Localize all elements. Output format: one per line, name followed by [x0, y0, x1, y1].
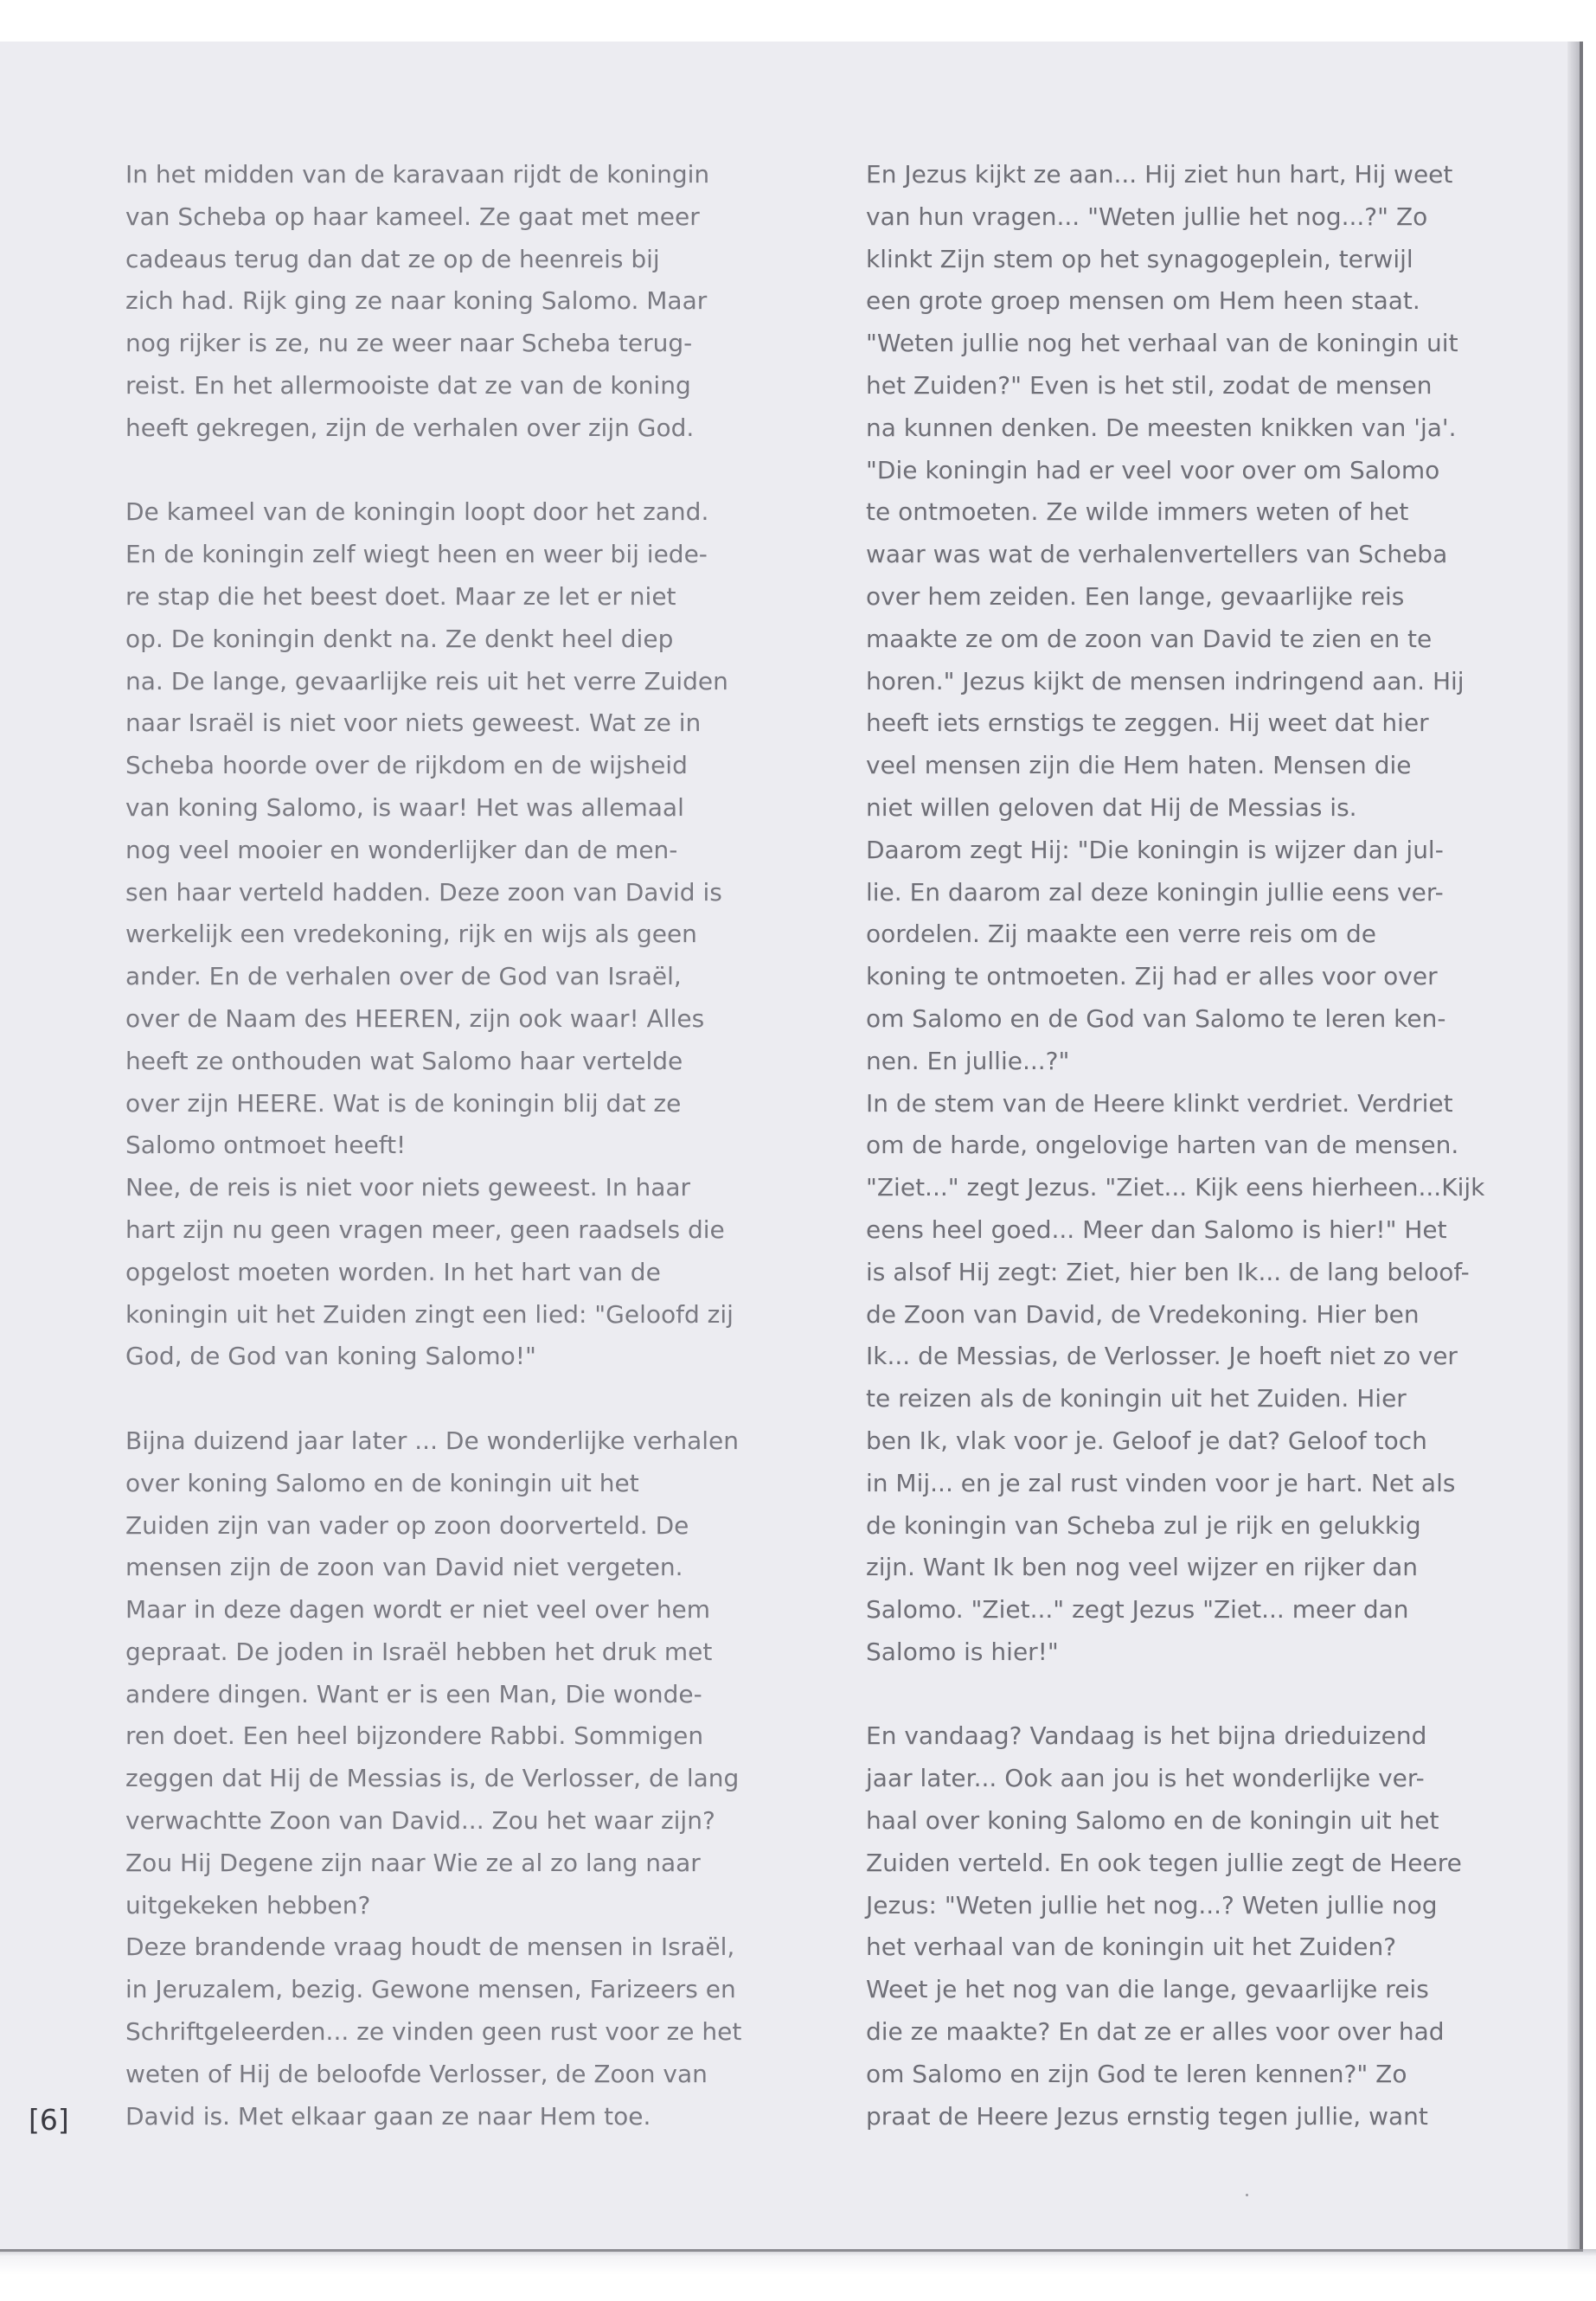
text-line: van hun vragen... "Weten jullie het nog...?" Zo — [866, 202, 1428, 231]
page-number: [6] — [29, 2103, 69, 2137]
paragraph — [125, 491, 748, 1167]
right-column — [866, 154, 1493, 2138]
text-line: na kunnen denken. De meesten knikken van 'ja'. — [866, 413, 1457, 442]
text-line: om Salomo en zijn God te leren kennen?" Zo — [866, 2059, 1407, 2088]
text-line: Ik... de Messias, de Verlosser. Je hoeft niet zo ver — [866, 1342, 1458, 1371]
paragraph — [125, 1926, 748, 2138]
text-line: maakte ze om de zoon van David te zien en te — [866, 624, 1433, 653]
text-line: Zou Hij Degene zijn naar Wie ze al zo lang naar — [125, 1848, 701, 1877]
text-line: te ontmoeten. Ze wilde immers weten of het — [866, 497, 1409, 527]
text-line: naar Israël is niet voor niets geweest. Wat ze in — [125, 708, 702, 738]
text-line: die ze maakte? En dat ze er alles voor over had — [866, 2017, 1445, 2047]
paragraph — [866, 1083, 1493, 1674]
text-line: heeft gekregen, zijn de verhalen over zijn God. — [125, 413, 695, 442]
text-line: Bijna duizend jaar later ... De wonderlijke verhalen — [125, 1426, 740, 1455]
text-line: van Scheba op haar kameel. Ze gaat met meer — [125, 202, 700, 231]
text-line: de koningin van Scheba zul je rijk en gelukkig — [866, 1510, 1421, 1540]
text-line: werkelijk een vredekoning, rijk en wijs als geen — [125, 920, 697, 949]
text-line: om de harde, ongelovige harten van de mensen. — [866, 1131, 1459, 1160]
text-line: over zijn HEERE. Wat is de koningin blij dat ze — [125, 1088, 682, 1118]
text-line: koningin uit het Zuiden zingt een lied: "Geloofd zij — [125, 1299, 734, 1329]
text-line: Schriftgeleerden... ze vinden geen rust voor ze het — [125, 2017, 742, 2047]
text-line: klinkt Zijn stem op het synagogeplein, terwijl — [866, 244, 1413, 273]
text-line: om Salomo en de God van Salomo te leren ken- — [866, 1003, 1446, 1033]
text-line: de Zoon van David, de Vredekoning. Hier ben — [866, 1299, 1420, 1329]
text-line: heeft ze onthouden wat Salomo haar vertelde — [125, 1046, 683, 1075]
text-line: een grote groep mensen om Hem heen staat. — [866, 286, 1420, 316]
text-line: over hem zeiden. Een lange, gevaarlijke reis — [866, 581, 1405, 611]
text-line: En vandaag? Vandaag is het bijna drieduizend — [866, 1721, 1427, 1751]
text-line: Weet je het nog van die lange, gevaarlijke reis — [866, 1975, 1429, 2004]
text-line: koning te ontmoeten. Zij had er alles voor over — [866, 962, 1438, 991]
paragraph — [866, 154, 1493, 1083]
text-line: over koning Salomo en de koningin uit het — [125, 1468, 639, 1497]
text-line: Zuiden verteld. En ook tegen jullie zegt de Heere — [866, 1848, 1462, 1877]
text-line: ben Ik, vlak voor je. Geloof je dat? Geloof toch — [866, 1426, 1427, 1455]
text-line: het verhaal van de koningin uit het Zuiden? — [866, 1932, 1397, 1962]
text-line: gepraat. De joden in Israël hebben het druk met — [125, 1637, 713, 1666]
text-line: lie. En daarom zal deze koningin jullie eens ver- — [866, 877, 1444, 907]
text-line: andere dingen. Want er is een Man, Die wonde- — [125, 1679, 702, 1708]
paragraph — [125, 1167, 748, 1378]
text-line: nog rijker is ze, nu ze weer naar Scheba terug- — [125, 329, 693, 358]
text-line: De kameel van de koningin loopt door het zand. — [125, 497, 709, 527]
text-line: Salomo ontmoet heeft! — [125, 1131, 407, 1160]
text-line: haal over koning Salomo en de koningin uit het — [866, 1806, 1439, 1836]
text-line: In de stem van de Heere klinkt verdriet. Verdriet — [866, 1088, 1453, 1118]
text-line: Deze brandende vraag houdt de mensen in Israël, — [125, 1932, 735, 1962]
text-line: mensen zijn de zoon van David niet vergeten. — [125, 1553, 683, 1582]
text-line: Jezus: "Weten jullie het nog...? Weten jullie nog — [866, 1890, 1438, 1920]
text-line: nog veel mooier en wonderlijker dan de men- — [125, 835, 678, 864]
text-line: "Ziet..." zegt Jezus. "Ziet... Kijk eens hierheen...Kijk — [866, 1173, 1485, 1202]
text-line: Salomo is hier!" — [866, 1637, 1059, 1666]
text-line: Nee, de reis is niet voor niets geweest. In haar — [125, 1173, 691, 1202]
scan-background-top — [0, 0, 1596, 42]
text-line: weten of Hij de beloofde Verlosser, de Zoon van — [125, 2059, 708, 2088]
text-line: uitgekeken hebben? — [125, 1890, 371, 1920]
text-line: David is. Met elkaar gaan ze naar Hem toe. — [125, 2101, 651, 2131]
text-line: eens heel goed... Meer dan Salomo is hier!" Het — [866, 1215, 1447, 1244]
text-line: re stap die het beest doet. Maar ze let er niet — [125, 581, 676, 611]
text-line: nen. En jullie...?" — [866, 1046, 1070, 1075]
text-line: Scheba hoorde over de rijkdom en de wijsheid — [125, 751, 688, 780]
text-line: zeggen dat Hij de Messias is, de Verlosser, de lang — [125, 1764, 740, 1793]
text-line: te reizen als de koningin uit het Zuiden. Hier — [866, 1384, 1407, 1413]
text-line: sen haar verteld hadden. Deze zoon van David is — [125, 877, 722, 907]
scan-speck — [1246, 2194, 1248, 2196]
text-line: ren doet. Een heel bijzondere Rabbi. Sommigen — [125, 1721, 704, 1751]
page-edge-line — [1580, 42, 1583, 2252]
text-line: in Jeruzalem, bezig. Gewone mensen, Farizeers en — [125, 1975, 736, 2004]
text-line: Maar in deze dagen wordt er niet veel over hem — [125, 1595, 710, 1625]
text-line: niet willen geloven dat Hij de Messias is. — [866, 792, 1357, 822]
left-column — [125, 154, 748, 2138]
text-line: heeft iets ernstigs te zeggen. Hij weet dat hier — [866, 708, 1429, 738]
text-line: Salomo. "Ziet..." zegt Jezus "Ziet... meer dan — [866, 1595, 1409, 1625]
paragraph — [125, 1420, 748, 1927]
text-line: veel mensen zijn die Hem haten. Mensen die — [866, 751, 1412, 780]
text-line: Zuiden zijn van vader op zoon doorverteld. De — [125, 1510, 689, 1540]
text-line: horen." Jezus kijkt de mensen indringend aan. Hij — [866, 666, 1465, 695]
text-line: is alsof Hij zegt: Ziet, hier ben Ik... de lang beloof- — [866, 1257, 1470, 1286]
text-line: In het midden van de karavaan rijdt de koningin — [125, 160, 710, 189]
text-line: zijn. Want Ik ben nog veel wijzer en rijker dan — [866, 1553, 1419, 1582]
text-line: Daarom zegt Hij: "Die koningin is wijzer dan jul- — [866, 835, 1444, 864]
text-line: "Die koningin had er veel voor over om Salomo — [866, 455, 1440, 484]
text-line: jaar later... Ook aan jou is het wonderlijke ver- — [866, 1764, 1425, 1793]
page-edge-shadow — [1567, 42, 1580, 2252]
text-line: ander. En de verhalen over de God van Israël, — [125, 962, 682, 991]
text-line: opgelost moeten worden. In het hart van de — [125, 1257, 661, 1286]
text-line: zich had. Rijk ging ze naar koning Salomo. Maar — [125, 286, 708, 316]
text-line: En Jezus kijkt ze aan... Hij ziet hun hart, Hij weet — [866, 160, 1453, 189]
text-line: het Zuiden?" Even is het stil, zodat de mensen — [866, 370, 1433, 400]
text-line: "Weten jullie nog het verhaal van de koningin uit — [866, 329, 1458, 358]
text-line: van koning Salomo, is waar! Het was allemaal — [125, 792, 684, 822]
text-line: reist. En het allermooiste dat ze van de koning — [125, 370, 691, 400]
text-line: in Mij... en je zal rust vinden voor je hart. Net als — [866, 1468, 1456, 1497]
text-line: na. De lange, gevaarlijke reis uit het verre Zuiden — [125, 666, 728, 695]
text-line: verwachtte Zoon van David... Zou het waar zijn? — [125, 1806, 715, 1836]
text-line: hart zijn nu geen vragen meer, geen raadsels die — [125, 1215, 725, 1244]
text-line: God, de God van koning Salomo!" — [125, 1342, 536, 1371]
scan-background-bottom — [0, 2249, 1596, 2301]
text-line: waar was wat de verhalenvertellers van Scheba — [866, 540, 1448, 569]
paragraph — [866, 1715, 1493, 2138]
text-line: op. De koningin denkt na. Ze denkt heel diep — [125, 624, 674, 653]
paragraph — [125, 154, 748, 450]
text-line: En de koningin zelf wiegt heen en weer bij iede- — [125, 540, 708, 569]
text-line: cadeaus terug dan dat ze op de heenreis bij — [125, 244, 660, 273]
text-line: over de Naam des HEEREN, zijn ook waar! Alles — [125, 1003, 705, 1033]
text-line: praat de Heere Jezus ernstig tegen jullie, want — [866, 2101, 1428, 2131]
page-bottom-edge — [0, 2249, 1583, 2252]
text-line: oordelen. Zij maakte een verre reis om de — [866, 920, 1377, 949]
